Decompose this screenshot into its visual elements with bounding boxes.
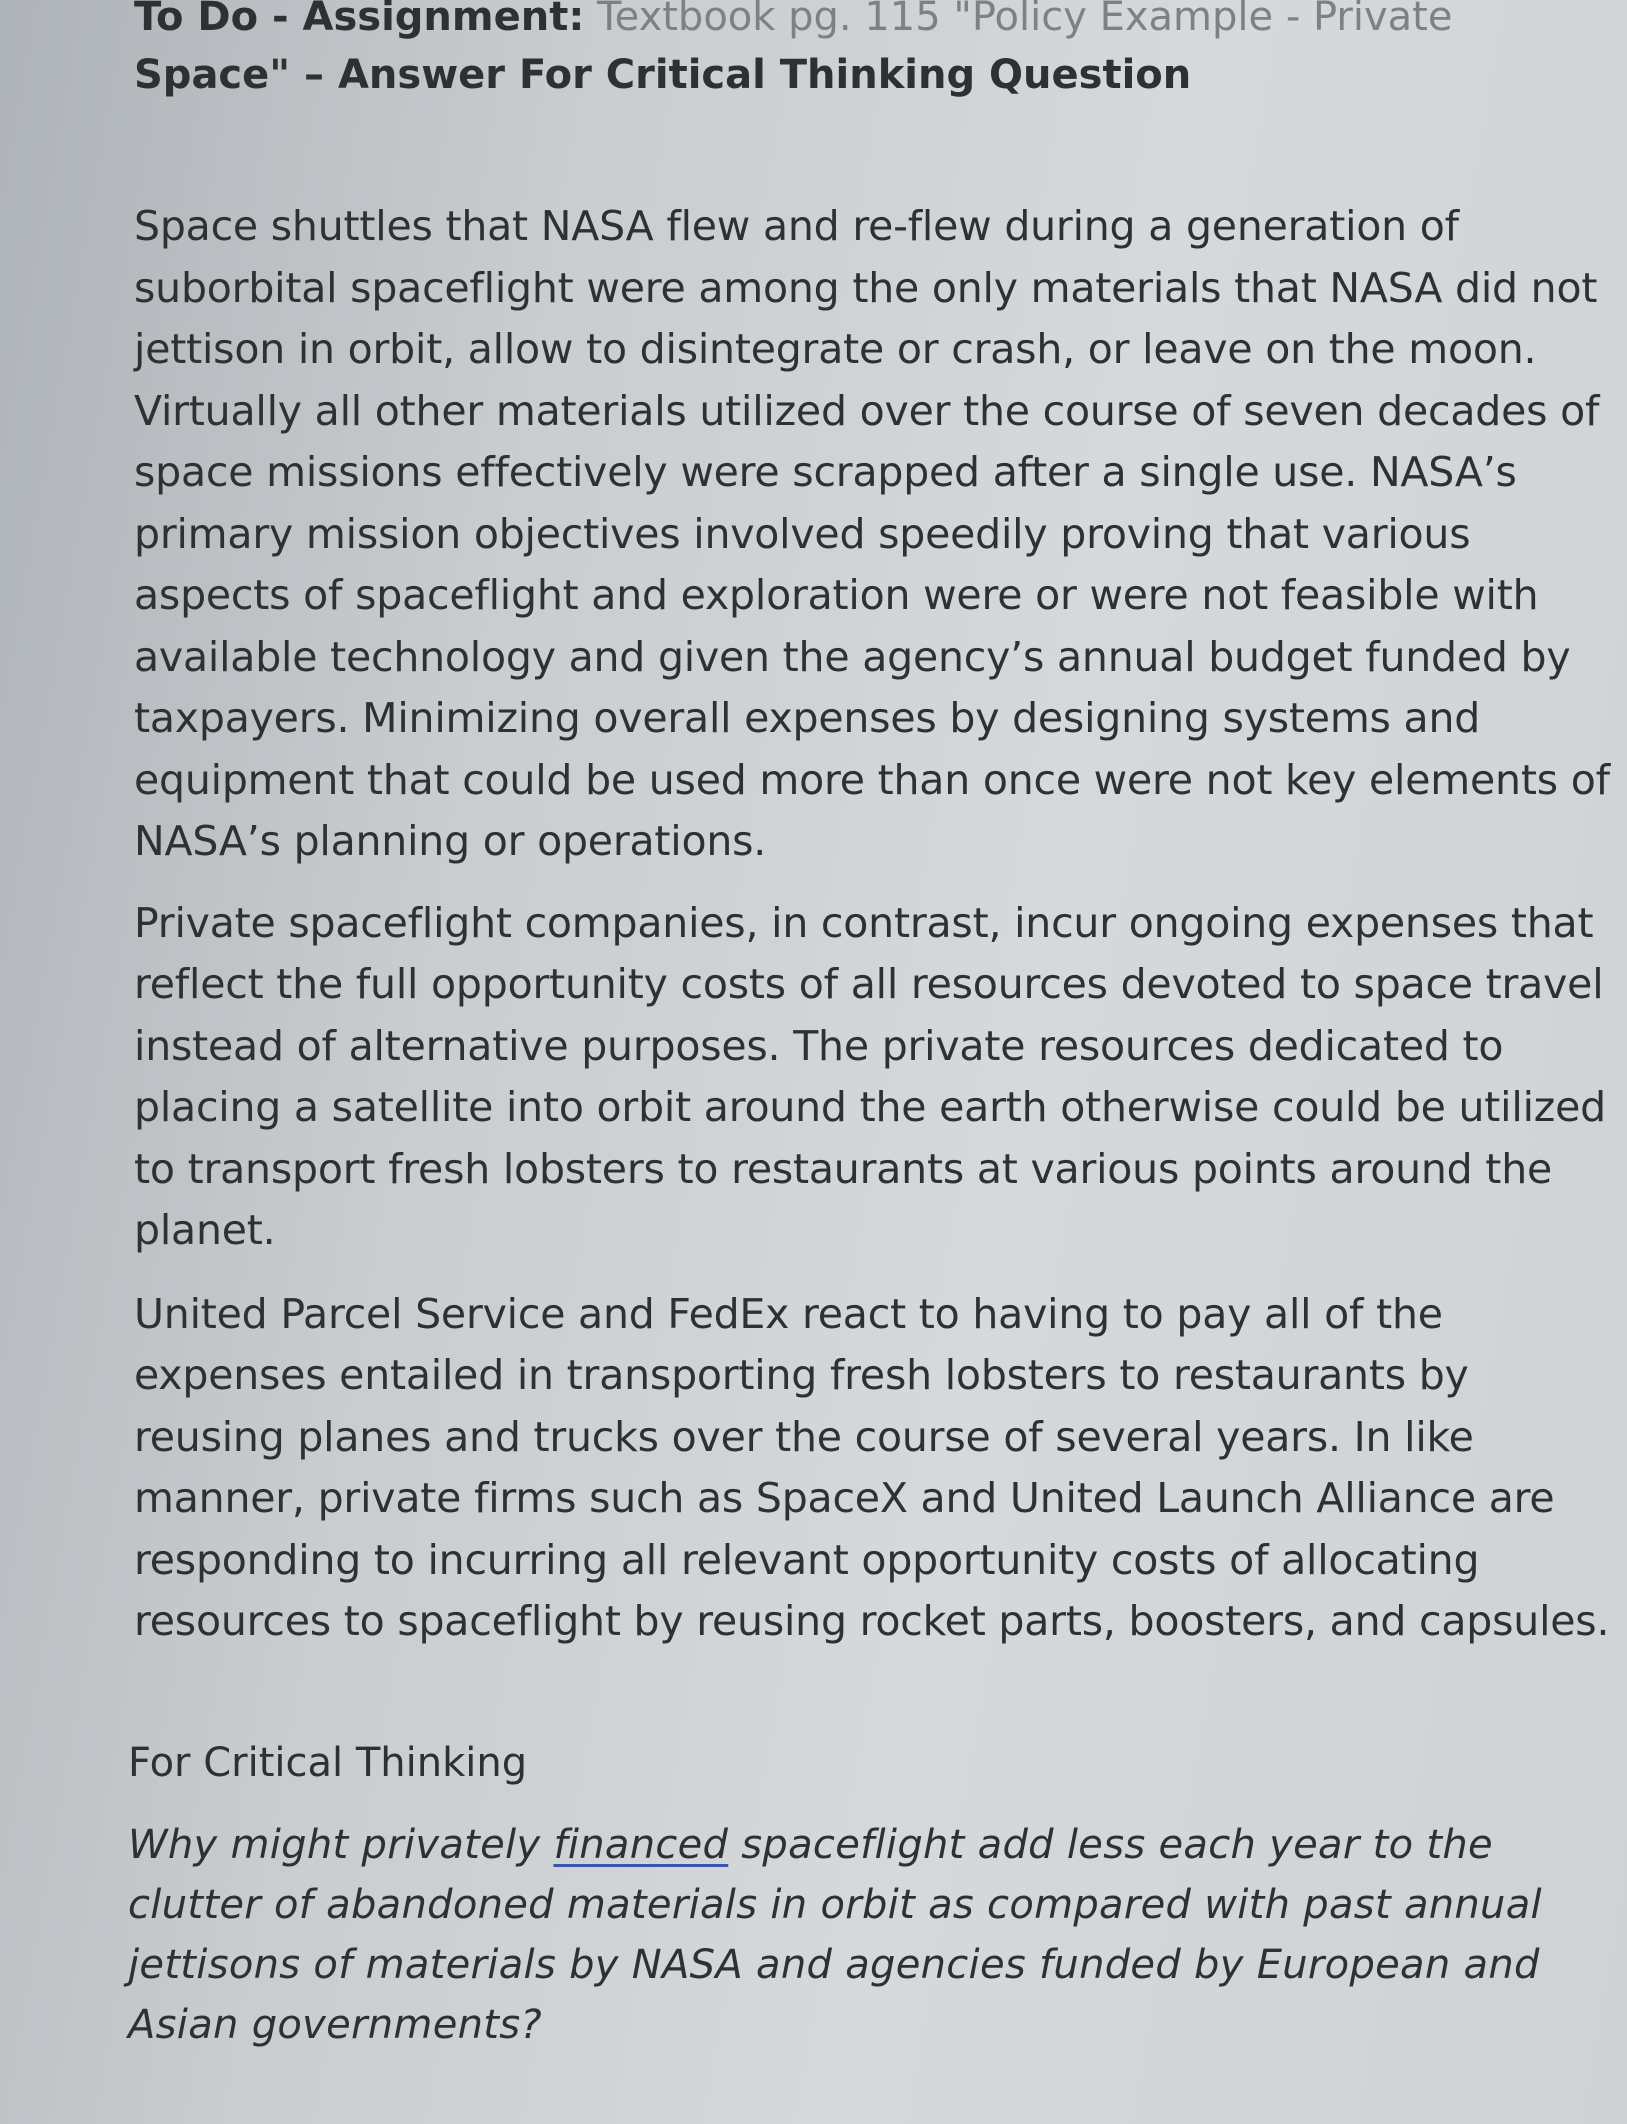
document-body (128, 0, 1614, 2055)
critical-thinking-question (128, 1815, 1614, 2055)
heading-second-line (134, 46, 1614, 104)
paragraph-ups-fedex: United Parcel Service and FedEx react to having to pay all of the expenses entailed in transporting fresh lobsters to restaurants by reusing planes and trucks over the course of several years. In like manner, private firms such as SpaceX and United Launch Alliance are responding to incurring all relevant opportunity costs of allocating resources to spaceflight by reusing rocket parts, boosters, and capsules. (134, 1289, 1610, 1645)
question-text-start: Why might privately (128, 1821, 554, 1868)
heading-textbook-reference: Textbook pg. 115 "Policy Example - Private (584, 0, 1453, 40)
critical-thinking-heading: For Critical Thinking (128, 1739, 528, 1786)
heading-label: To Do - Assignment: (134, 0, 585, 40)
paragraph-private-spaceflight: Private spaceflight companies, in contrast, incur ongoing expenses that reflect the full opportunity costs of all resources devoted to space travel instead of alternative purposes. The private resources dedicated to placing a satellite into orbit around the earth otherwise could be utilized to transport fresh lobsters to restaurants at various points around the planet. (134, 898, 1606, 1254)
heading-space-title: Space" – (134, 52, 338, 98)
heading-answer-label: Answer For Critical Thinking Question (337, 52, 1192, 98)
assignment-heading (134, 0, 1614, 104)
question-text-end: spaceflight add less each year to the clutter of abandoned materials in orbit as compared with past annual jettisons of materials by NASA and agencies funded by European and Asian governments? (128, 1821, 1542, 2048)
spellcheck-flagged-word[interactable]: financed (553, 1821, 729, 1868)
paragraph-nasa-shuttles: Space shuttles that NASA flew and re-flew during a generation of suborbital spaceflight were among the only materials that NASA did not jettison in orbit, allow to disintegrate or crash, or leave on the moon. Virtually all other materials utilized over the course of seven decades of space missions effectively were scrapped after a single use. NASA’s primary mission objectives involved speedily proving that various aspects of spaceflight and exploration were or were not feasible with available technology and given the agency’s annual budget funded by taxpayers. Minimizing overall expenses by designing systems and equipment that could be used more than once were not key elements of NASA’s planning or operations. (134, 202, 1610, 865)
